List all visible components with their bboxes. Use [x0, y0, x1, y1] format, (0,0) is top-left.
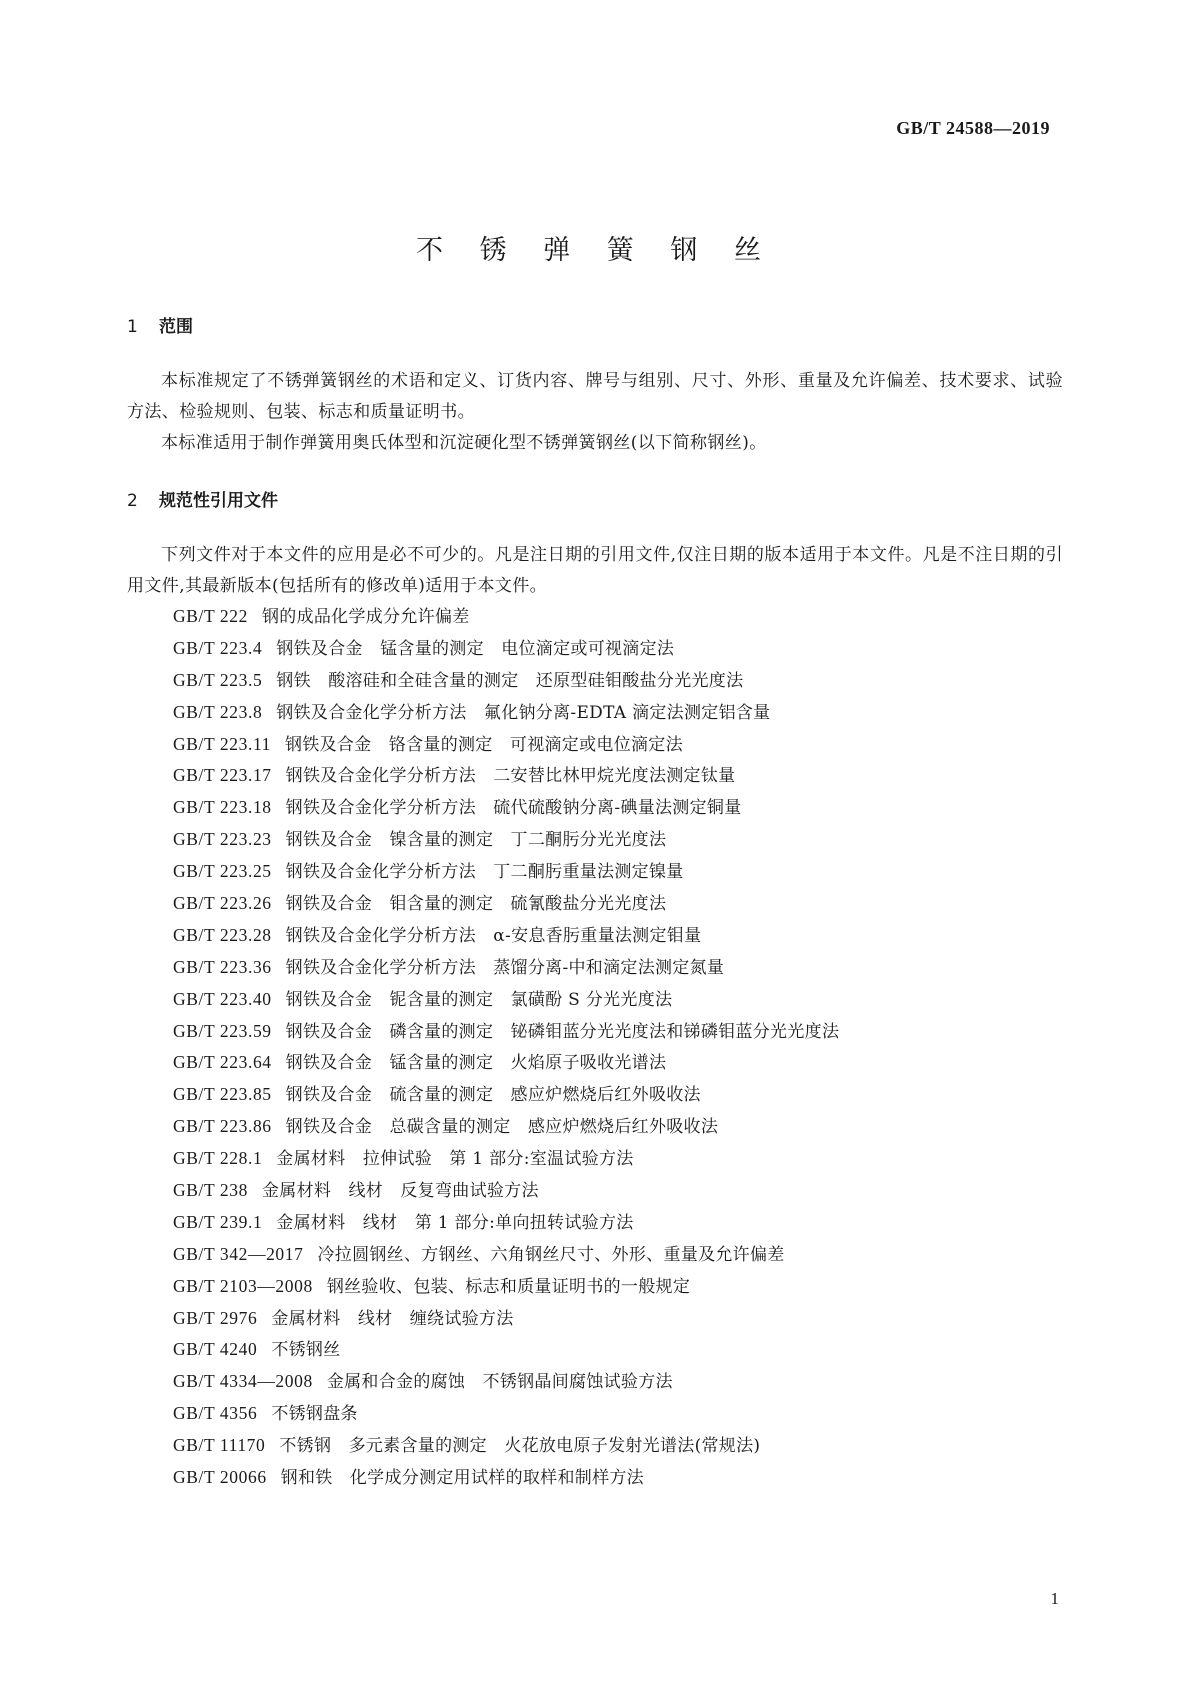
reference-item: [173, 1271, 839, 1303]
reference-title: 钢丝验收、包装、标志和质量证明书的一般规定: [326, 1276, 691, 1297]
section-1-number: 1: [127, 317, 138, 337]
reference-item: [173, 665, 839, 697]
reference-item: [173, 824, 839, 856]
reference-title: 钢铁 酸溶硅和全硅含量的测定 还原型硅钼酸盐分光光度法: [276, 670, 744, 691]
reference-title: 金属材料 线材 第 1 部分:单向扭转试验方法: [276, 1212, 634, 1233]
reference-code: GB/T 223.59: [173, 1020, 272, 1041]
reference-code: GB/T 223.8: [173, 701, 263, 722]
reference-code: GB/T 4356: [173, 1403, 258, 1424]
reference-title: 钢铁及合金化学分析方法 二安替比林甲烷光度法测定钛量: [285, 766, 736, 787]
reference-item: [173, 1462, 839, 1494]
reference-code: GB/T 20066: [173, 1467, 267, 1488]
reference-title: 金属材料 拉伸试验 第 1 部分:室温试验方法: [276, 1149, 634, 1170]
reference-title: 钢铁及合金 硫含量的测定 感应炉燃烧后红外吸收法: [285, 1085, 701, 1106]
reference-title: 不锈钢 多元素含量的测定 火花放电原子发射光谱法(常规法): [279, 1436, 761, 1457]
reference-title: 钢铁及合金化学分析方法 α-安息香肟重量法测定钼量: [285, 925, 702, 946]
reference-title: 不锈钢丝: [271, 1340, 341, 1361]
reference-item: [173, 1111, 839, 1143]
section-1-title: 范围: [159, 317, 193, 337]
document-title: 不 锈 弹 簧 钢 丝: [416, 235, 775, 266]
reference-code: GB/T 223.28: [173, 924, 272, 945]
reference-title: 冷拉圆钢丝、方钢丝、六角钢丝尺寸、外形、重量及允许偏差: [317, 1244, 785, 1265]
reference-code: GB/T 223.4: [173, 637, 263, 658]
reference-item: [173, 1398, 839, 1430]
reference-title: 金属和合金的腐蚀 不锈钢晶间腐蚀试验方法: [326, 1372, 673, 1393]
reference-item: [173, 1175, 839, 1207]
reference-code: GB/T 342—2017: [173, 1243, 304, 1264]
standard-number: GB/T 24588—2019: [896, 118, 1050, 138]
reference-code: GB/T 223.36: [173, 956, 272, 977]
reference-item: [173, 1143, 839, 1175]
reference-list: [173, 601, 839, 1494]
section-2-number: 2: [127, 491, 138, 511]
reference-title: 钢铁及合金 钼含量的测定 硫氰酸盐分光光度法: [285, 894, 667, 915]
reference-title: 钢铁及合金 磷含量的测定 铋磷钼蓝分光光度法和锑磷钼蓝分光光度法: [285, 1021, 840, 1042]
reference-code: GB/T 2103—2008: [173, 1275, 313, 1296]
section-2-title: 规范性引用文件: [159, 491, 278, 511]
reference-title: 钢铁及合金化学分析方法 硫代硫酸钠分离-碘量法测定铜量: [285, 798, 742, 819]
reference-item: [173, 1334, 839, 1366]
reference-code: GB/T 223.26: [173, 893, 272, 914]
reference-code: GB/T 222: [173, 606, 248, 626]
section-1-paragraph-1: 本标准规定了不锈弹簧钢丝的术语和定义、订货内容、牌号与组别、尺寸、外形、重量及允许偏差、技术要求、试验方法、检验规则、包装、标志和质量证明书。: [127, 371, 1063, 422]
reference-code: GB/T 223.85: [173, 1084, 272, 1105]
reference-code: GB/T 223.64: [173, 1052, 272, 1073]
reference-title: 钢的成品化学成分允许偏差: [261, 607, 470, 627]
reference-title: 钢铁及合金化学分析方法 氟化钠分离-EDTA 滴定法测定铝含量: [276, 702, 771, 723]
reference-item: [173, 1303, 839, 1335]
reference-code: GB/T 4240: [173, 1339, 258, 1360]
reference-code: GB/T 223.18: [173, 797, 272, 818]
reference-item: [173, 1079, 839, 1111]
reference-code: GB/T 223.86: [173, 1116, 272, 1137]
reference-title: 钢铁及合金 锰含量的测定 火焰原子吸收光谱法: [285, 1053, 667, 1074]
reference-item: [173, 920, 839, 952]
reference-title: 钢和铁 化学成分测定用试样的取样和制样方法: [280, 1468, 644, 1489]
reference-code: GB/T 223.11: [173, 733, 271, 754]
reference-title: 钢铁及合金 总碳含量的测定 感应炉燃烧后红外吸收法: [285, 1117, 719, 1138]
reference-code: GB/T 223.17: [173, 765, 272, 786]
reference-title: 钢铁及合金 锰含量的测定 电位滴定或可视滴定法: [276, 638, 675, 659]
reference-item: [173, 952, 839, 984]
reference-code: GB/T 238: [173, 1180, 248, 1201]
reference-title: 钢铁及合金化学分析方法 丁二酮肟重量法测定镍量: [285, 862, 684, 883]
reference-item: [173, 1207, 839, 1239]
reference-item: [173, 729, 839, 761]
reference-code: GB/T 223.25: [173, 861, 272, 882]
reference-item: [173, 1366, 839, 1398]
page-number: 1: [1050, 1589, 1059, 1608]
reference-item: [173, 1430, 839, 1462]
reference-title: 不锈钢盘条: [271, 1404, 358, 1425]
reference-item: [173, 792, 839, 824]
reference-item: [173, 856, 839, 888]
reference-title: 金属材料 线材 反复弯曲试验方法: [261, 1181, 539, 1202]
reference-code: GB/T 2976: [173, 1307, 258, 1328]
reference-item: [173, 1047, 839, 1079]
reference-code: GB/T 239.1: [173, 1211, 263, 1232]
reference-item: [173, 633, 839, 665]
reference-item: [173, 984, 839, 1016]
reference-item: [173, 1016, 839, 1048]
section-2-intro: 下列文件对于本文件的应用是必不可少的。凡是注日期的引用文件,仅注日期的版本适用于本文件。凡是不注日期的引用文件,其最新版本(包括所有的修改单)适用于本文件。: [127, 545, 1063, 596]
reference-item: [173, 697, 839, 729]
reference-title: 钢铁及合金化学分析方法 蒸馏分离-中和滴定法测定氮量: [285, 957, 725, 978]
reference-title: 钢铁及合金 镍含量的测定 丁二酮肟分光光度法: [285, 830, 667, 851]
reference-item: [173, 888, 839, 920]
reference-code: GB/T 4334—2008: [173, 1371, 313, 1392]
reference-item: [173, 1239, 839, 1271]
reference-title: 金属材料 线材 缠绕试验方法: [271, 1308, 514, 1329]
reference-item: [173, 760, 839, 792]
reference-code: GB/T 11170: [173, 1435, 266, 1456]
reference-code: GB/T 223.23: [173, 829, 272, 850]
reference-code: GB/T 228.1: [173, 1148, 263, 1169]
section-1-paragraph-2: 本标准适用于制作弹簧用奥氏体型和沉淀硬化型不锈弹簧钢丝(以下简称钢丝)。: [161, 433, 767, 453]
reference-code: GB/T 223.40: [173, 988, 272, 1009]
reference-title: 钢铁及合金 铬含量的测定 可视滴定或电位滴定法: [285, 734, 683, 755]
reference-title: 钢铁及合金 铌含量的测定 氯磺酚 S 分光光度法: [285, 989, 673, 1010]
section-2-heading: [127, 486, 278, 511]
reference-code: GB/T 223.5: [173, 669, 263, 690]
reference-item: [173, 601, 839, 633]
section-1-heading: [127, 312, 193, 337]
